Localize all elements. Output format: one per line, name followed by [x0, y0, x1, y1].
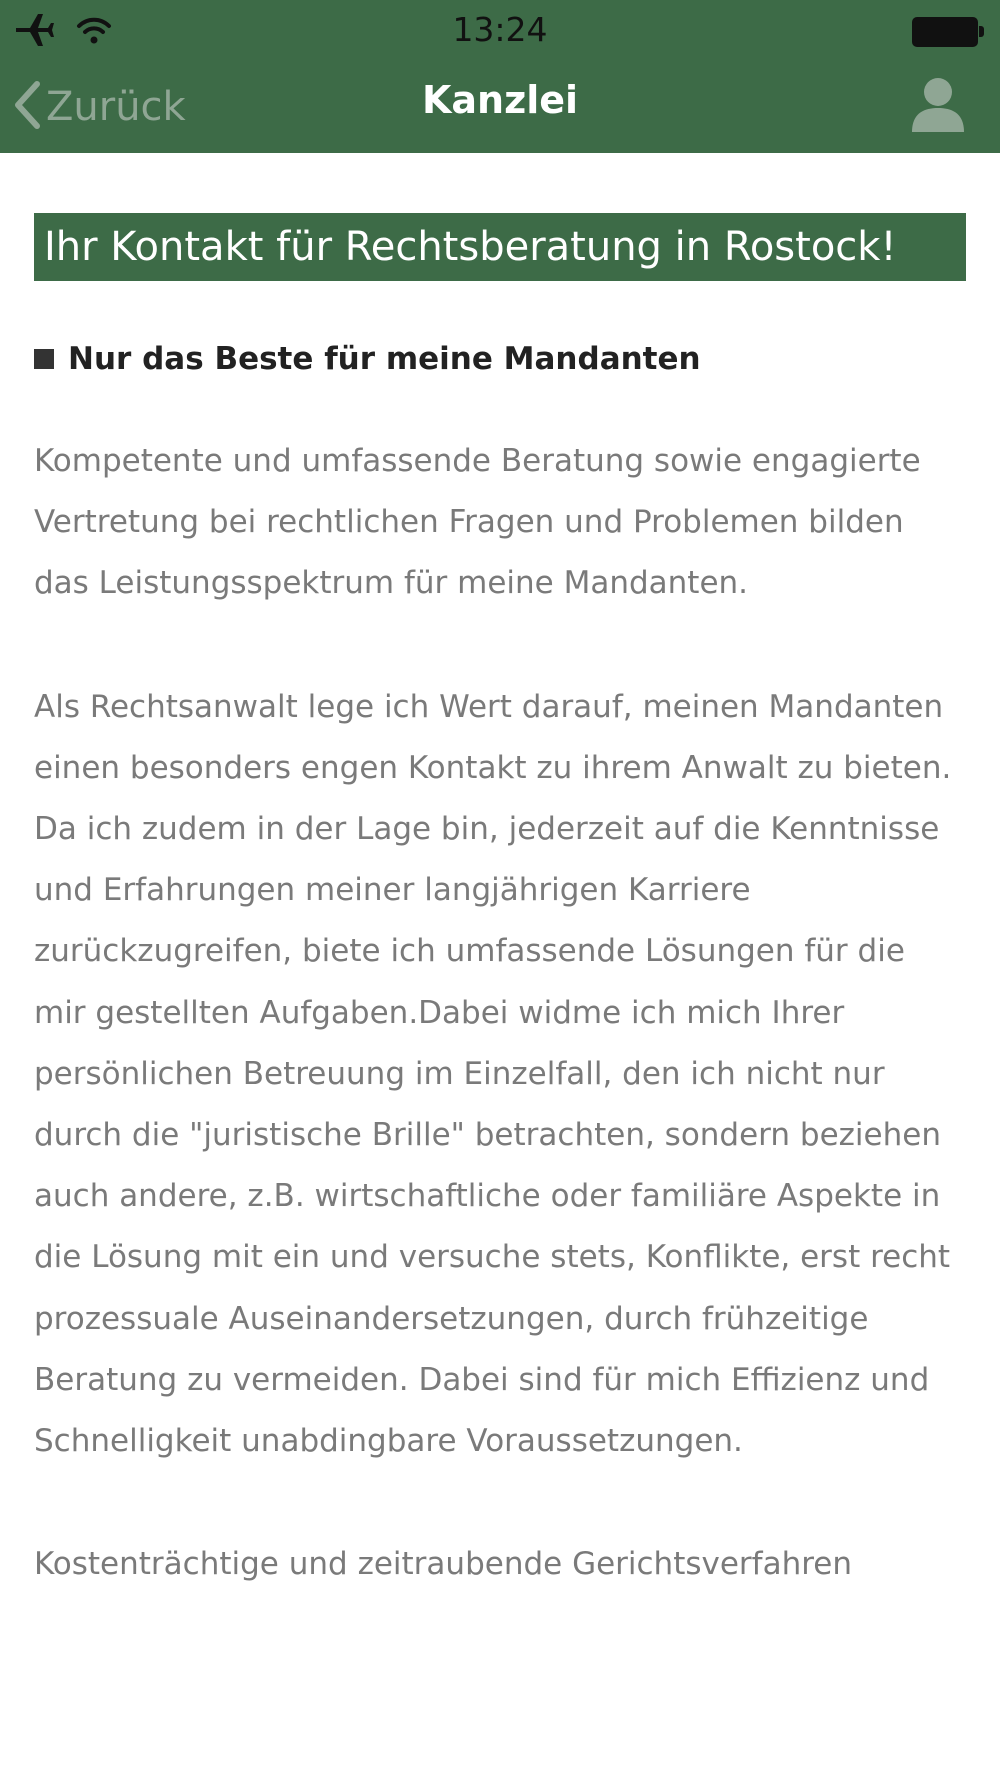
status-bar: [0, 0, 1000, 64]
person-icon: [908, 74, 968, 134]
top-bar: [0, 0, 1000, 153]
status-time: 13:24: [452, 10, 548, 49]
paragraph-1: Kompetente und umfassende Beratung sowie engagierte Vertretung bei rechtlichen Fragen und Problemen bilden das Leistungsspektrum für meine Mandanten.: [34, 443, 921, 602]
section-heading-text: Nur das Beste für meine Mandanten: [68, 341, 701, 377]
bullet-icon: [34, 349, 54, 369]
profile-button[interactable]: [908, 74, 968, 134]
back-label: Zurück: [46, 84, 186, 130]
paragraph-2: Als Rechtsanwalt lege ich Wert darauf, meinen Mandanten einen besonders engen Kontakt zu ihrem Anwalt zu bieten. Da ich zudem in der Lage bin, jederzeit auf die Kenntnisse und Erfahrungen meiner langjährigen Karriere zurückzugreifen, biete ich umfassende Lösungen für die mir gestellten Aufgaben.Dabei widme ich mich Ihrer persönlichen Betreuung im Einzelfall, den ich nicht nur durch die "juristische Brille" betrachten, sondern beziehen auch andere, z.B. wirtschaftliche oder familiäre Aspekte in die Lösung mit ein und versuche stets, Konflikte, erst recht prozessuale Auseinandersetzungen, durch frühzeitige Beratung zu vermeiden. Dabei sind für mich Effizienz und Schnelligkeit unabdingbare Voraussetzungen.: [34, 688, 952, 1460]
battery-icon: [912, 17, 986, 47]
paragraph-3: Kostenträchtige und zeitraubende Gerichtsverfahren: [34, 1546, 853, 1583]
page-title: Kanzlei: [421, 78, 579, 122]
nav-bar: [0, 64, 1000, 153]
content: [34, 153, 966, 1595]
section-heading: [34, 339, 966, 379]
banner: Ihr Kontakt für Rechtsberatung in Rostock!: [34, 213, 966, 281]
